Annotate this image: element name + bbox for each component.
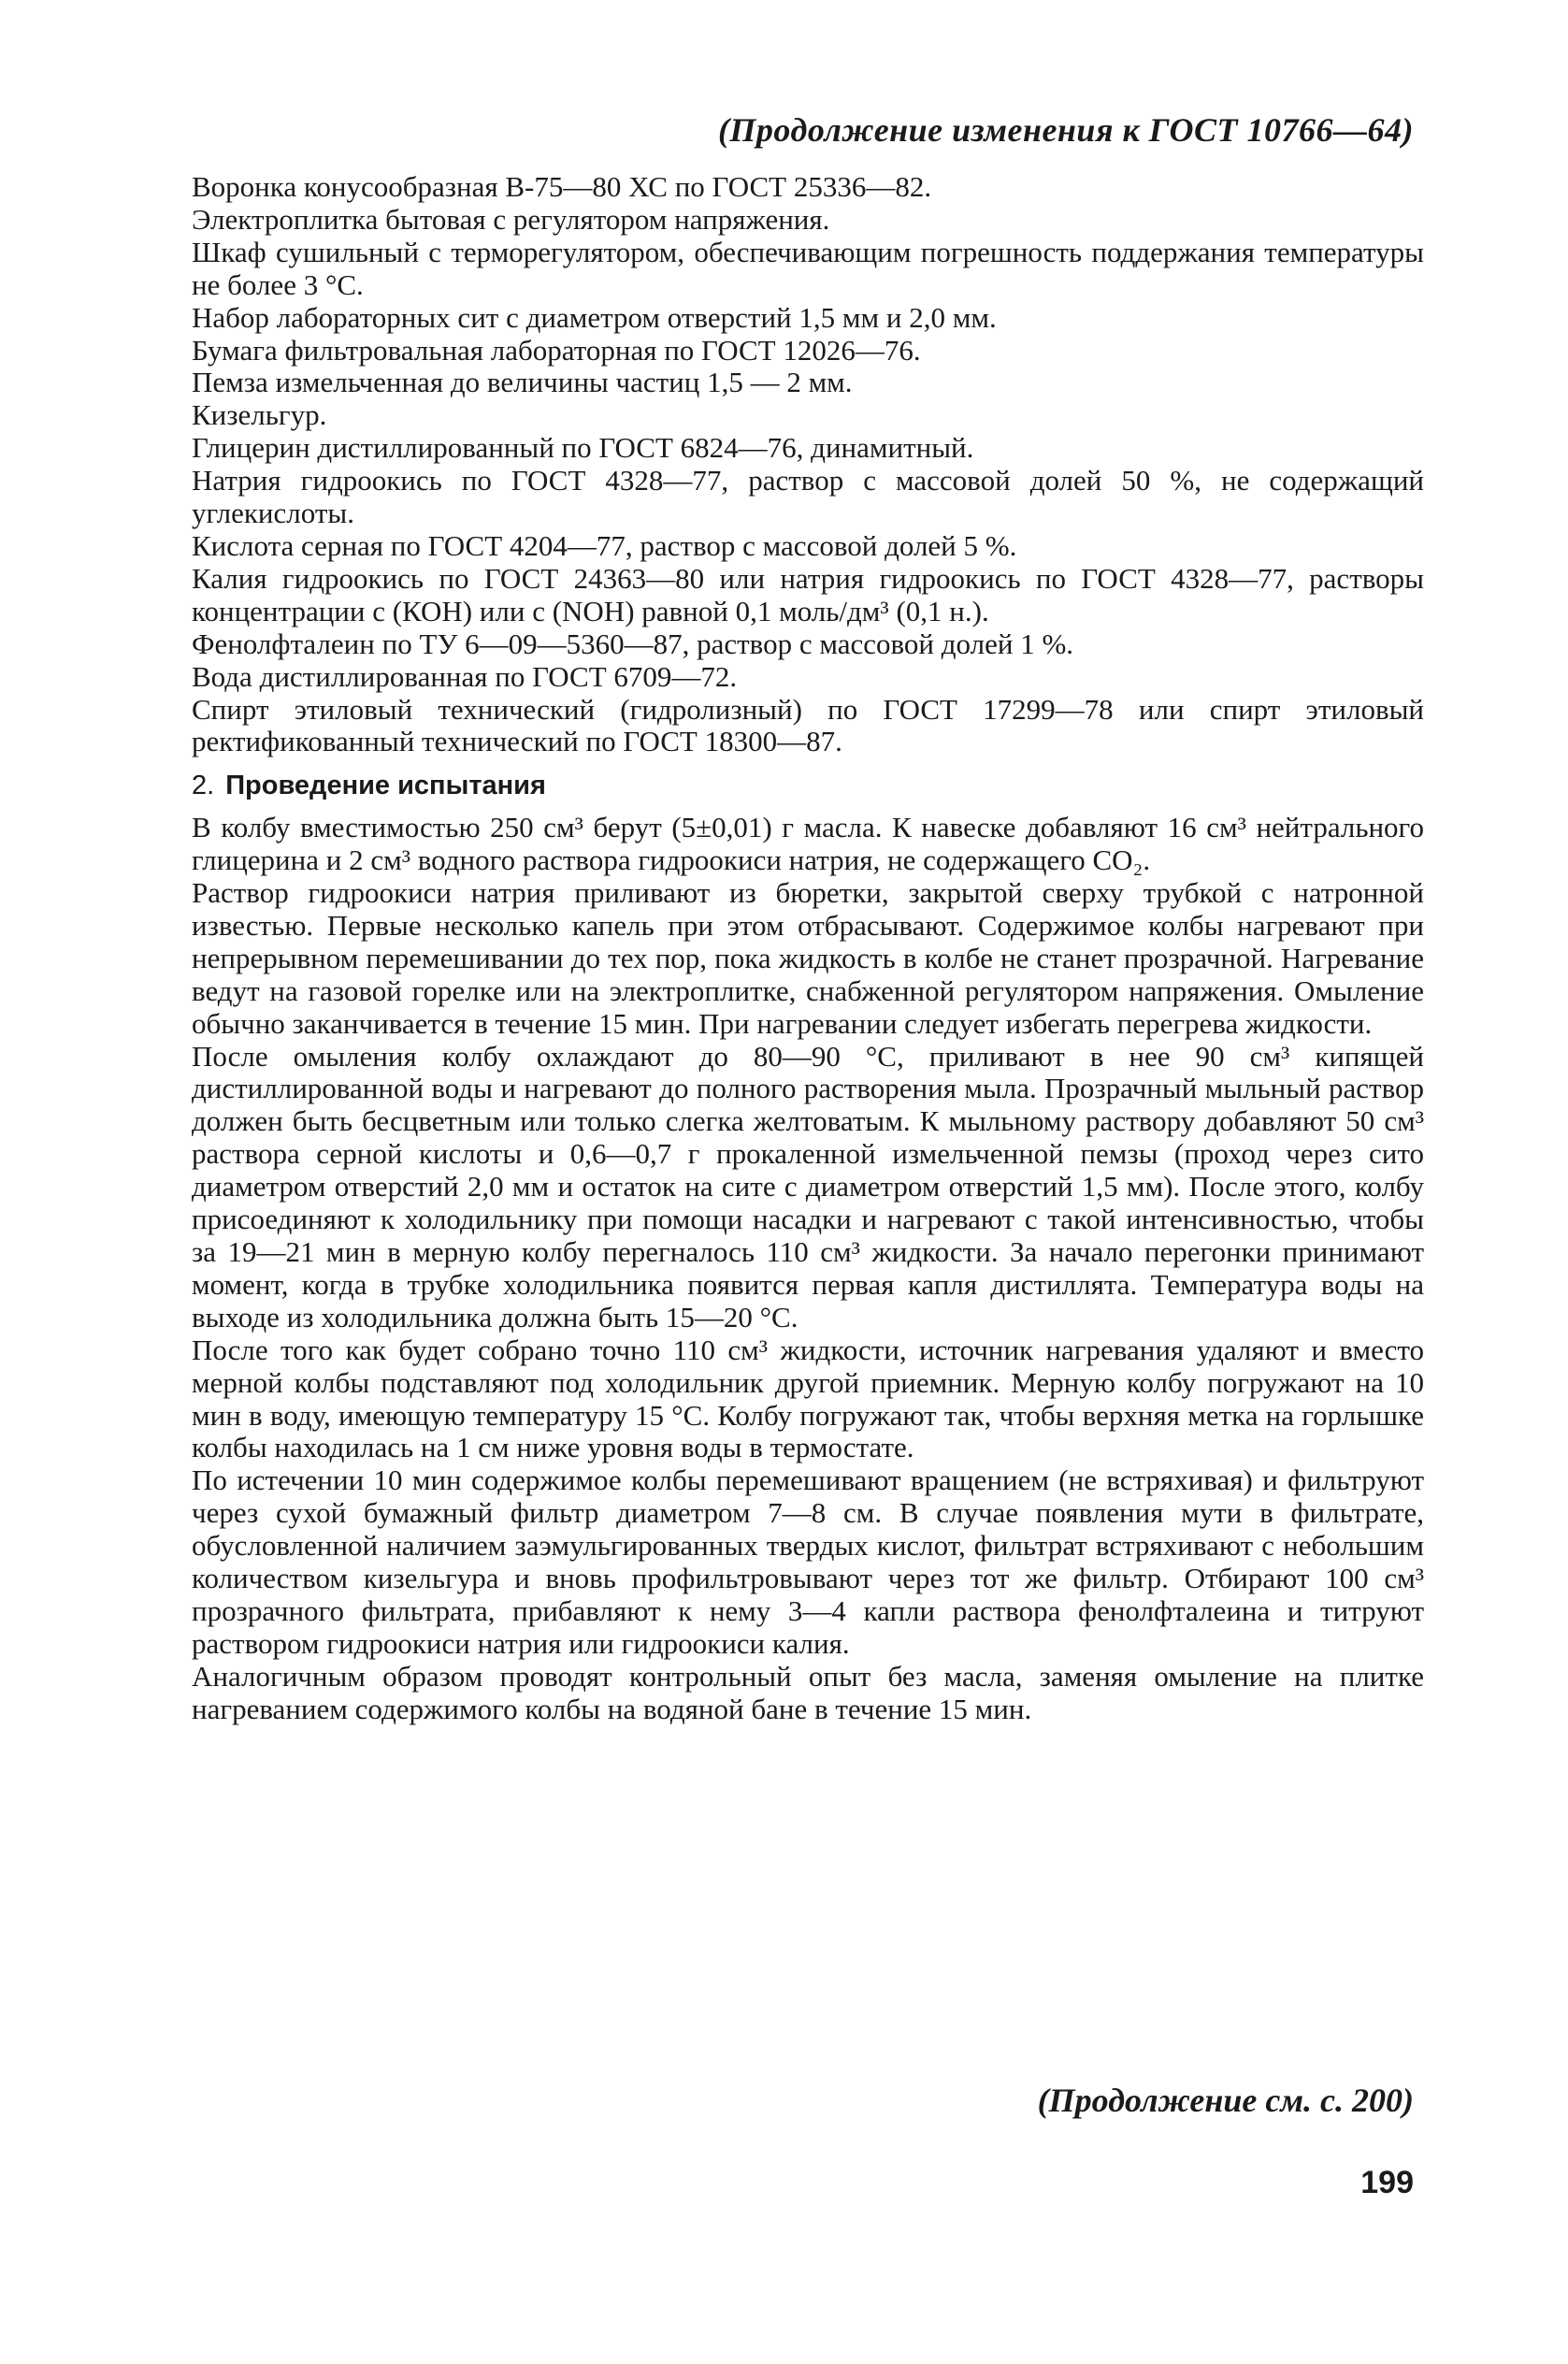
equipment-item: Вода дистиллированная по ГОСТ 6709—72. <box>192 659 738 693</box>
section-heading <box>192 770 1424 802</box>
equipment-item: Фенолфталеин по ТУ 6—09—5360—87, раствор с массовой долей 1 %. <box>192 627 1074 660</box>
paragraph: После омыления колбу охлаждают до 80—90 °С, приливают в нее 90 см³ кипящей дистиллированной воды и нагревают до полного растворения мыла. Прозрачный мыльный раствор должен быть бесцветным или только слегка желтоватым. К мыльному раствору добавляют 50 см³ раствора серной кислоты и 0,6—0,7 г прокаленной измельченной пемзы (проход через сито диаметром отверстий 2,0 мм и остаток на сите с диаметром отверстий 1,5 мм). После этого, колбу присоединяют к холодильнику при помощи насадки и нагревают с такой интенсивностью, чтобы за 19—21 мин в мерную колбу перегналось 110 см³ жидкости. За начало перегонки принимают момент, когда в трубке холодильника появится первая капля дистиллята. Температура воды на выходе из холодильника должна быть 15—20 °С. <box>192 1039 1424 1333</box>
equipment-item: Натрия гидроокись по ГОСТ 4328—77, раствор с массовой долей 50 %, не содержащий углекислоты. <box>192 464 1424 530</box>
equipment-item: Кислота серная по ГОСТ 4204—77, раствор с массовой долей 5 %. <box>192 528 1017 562</box>
paragraph: Раствор гидроокиси натрия приливают из бюретки, закрытой сверху трубкой с натронной известью. Первые несколько капель при этом отбрасывают. Содержимое колбы нагревают при непрерывном перемешивании до тех пор, пока жидкость в колбе не станет прозрачной. Нагревание ведут на газовой горелке или на электроплитке, снабженной регулятором напряжения. Омыление обычно заканчивается в течение 15 мин. При нагревании следует избегать перегрева жидкости. <box>192 876 1424 1040</box>
continuation-footer: (Продолжение см. с. 200) <box>1037 2082 1414 2119</box>
equipment-item: Шкаф сушильный с терморегулятором, обеспечивающим погрешность поддержания температуры не более 3 °С. <box>192 235 1424 301</box>
page-body <box>192 171 1424 1726</box>
equipment-list <box>192 171 1424 758</box>
section-number: 2. <box>192 771 215 801</box>
section-title: Проведение испытания <box>225 771 546 801</box>
paragraph: Аналогичным образом проводят контрольный опыт без масла, заменяя омыление на плитке нагреванием содержимого колбы на водяной бане в течение 15 мин. <box>192 1659 1424 1725</box>
equipment-item: Бумага фильтровальная лабораторная по ГОСТ 12026—76. <box>192 333 921 367</box>
paragraph: По истечении 10 мин содержимое колбы перемешивают вращением (не встряхивая) и фильтруют через сухой бумажный фильтр диаметром 7—8 см. В случае появления мути в фильтрате, обусловленной наличием заэмульгированных твердых кислот, фильтрат встряхивают с небольшим количеством кизельгура и вновь профильтровывают через тот же фильтр. Отбирают 100 см³ прозрачного фильтрата, прибавляют к нему 3—4 капли раствора фенолфталеина и титруют раствором гидроокиси натрия или гидроокиси калия. <box>192 1463 1424 1660</box>
equipment-item: Глицерин дистиллированный по ГОСТ 6824—76, динамитный. <box>192 431 974 465</box>
paragraph: В колбу вместимостью 250 см³ берут (5±0,01) г масла. К навеске добавляют 16 см³ нейтрального глицерина и 2 см³ водного раствора гидроокиси натрия, не содержащего CO₂. <box>192 811 1424 877</box>
continuation-header: (Продолжение изменения к ГОСТ 10766—64) <box>717 111 1414 149</box>
equipment-item: Электроплитка бытовая с регулятором напряжения. <box>192 202 830 236</box>
equipment-item: Калия гидроокись по ГОСТ 24363—80 или натрия гидроокись по ГОСТ 4328—77, растворы концентрации с (КОН) или с (NOH) равной 0,1 моль/дм³ (0,1 н.). <box>192 561 1424 627</box>
equipment-item: Спирт этиловый технический (гидролизный) по ГОСТ 17299—78 или спирт этиловый ректификованный технический по ГОСТ 18300—87. <box>192 692 1424 758</box>
page-number: 199 <box>1360 2165 1414 2200</box>
paragraph: После того как будет собрано точно 110 см³ жидкости, источник нагревания удаляют и вместо мерной колбы подставляют под холодильник другой приемник. Мерную колбу погружают на 10 мин в воду, имеющую температуру 15 °С. Колбу погружают так, чтобы верхняя метка на горлышке колбы находилась на 1 см ниже уровня воды в термостате. <box>192 1333 1424 1464</box>
equipment-item: Набор лабораторных сит с диаметром отверстий 1,5 мм и 2,0 мм. <box>192 300 997 334</box>
equipment-item: Кизельгур. <box>192 398 327 432</box>
equipment-item: Пемза измельченная до величины частиц 1,5 — 2 мм. <box>192 366 853 399</box>
equipment-item: Воронка конусообразная В-75—80 ХС по ГОСТ 25336—82. <box>192 170 932 203</box>
